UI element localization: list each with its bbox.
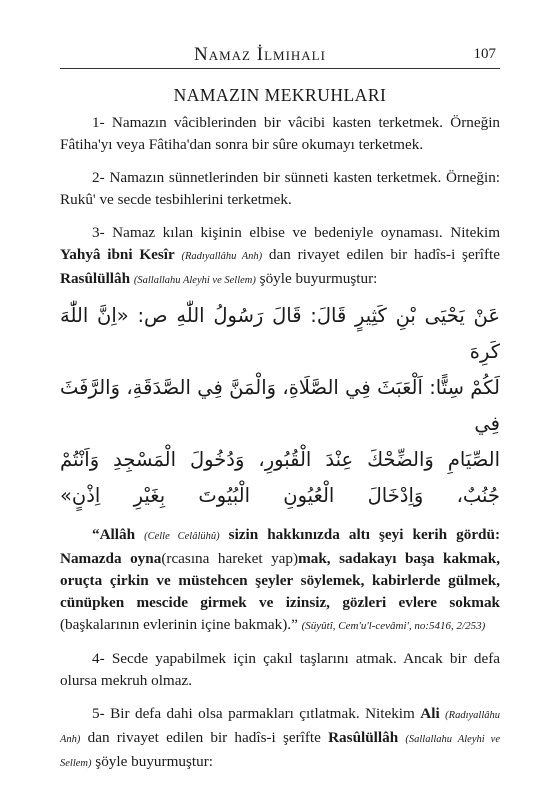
quote-allah: “Allâh bbox=[92, 526, 136, 543]
item-3-text-c: şöyle buyurmuştur: bbox=[259, 270, 378, 287]
page-number: 107 bbox=[473, 46, 496, 62]
prophet-name-2: Rasûlüllâh bbox=[328, 729, 399, 746]
item-3 bbox=[60, 222, 500, 292]
arabic-line-1: عَنْ يَحْيَى بْنِ كَثِيرٍ قَالَ: قَالَ رَسُولُ اللّٰهِ ص: «اِنَّ اللّٰهَ كَرِهَ bbox=[60, 304, 500, 363]
item-2-number: 2- bbox=[92, 169, 105, 186]
item-4-number: 4- bbox=[92, 650, 105, 667]
item-1-text: Namazın vâciblerinden bir vâcibi kasten terketmek. Örneğin Fâtiha'yı veya Fâtiha'dan sonra bir sûre okumayı terketmek. bbox=[60, 114, 501, 153]
quote-reference: (Süyûtî, Cem'u'l-cevâmi', no:5416, 2/253) bbox=[301, 620, 486, 632]
arabic-line-2: لَكُمْ سِتًّا: اَلْعَبَثَ فِي الصَّلَاةِ، وَالْمَنَّ فِي الصَّدَقَةِ، وَالرَّفَثَ فِي bbox=[60, 376, 500, 435]
arabic-line-3: الصِّيَامِ وَالضِّحْكَ عِنْدَ الْقُبُورِ، وَدُخُولَ الْمَسْجِدِ وَاَنْتُمْ bbox=[60, 448, 500, 471]
narrator-honorific: (Radıyallâhu Anh) bbox=[181, 251, 263, 262]
prophet-name: Rasûlüllâh bbox=[60, 270, 131, 287]
narrator-honorific-ali: (Radıyallâhu Anh) bbox=[60, 710, 500, 745]
prophet-honorific-2: (Sallallahu Aleyhi ve Sellem) bbox=[60, 734, 501, 769]
quote-normal-b: (başkalarının evlerinin içine bakmak).” bbox=[60, 616, 298, 633]
item-5-text-b: dan rivayet edilen bir hadîs-i şerîfte bbox=[87, 729, 321, 746]
item-2 bbox=[60, 167, 500, 211]
section-title: NAMAZIN MEKRUHLARI bbox=[173, 85, 387, 105]
item-4-text: Secde yapabilmek için çakıl taşlarını atmak. Ancak bir defa olursa mekruh olmaz. bbox=[60, 650, 500, 689]
item-5-number: 5- bbox=[92, 705, 105, 722]
quote-normal-a: (rcasına hareket yap) bbox=[161, 550, 299, 567]
item-1 bbox=[60, 112, 500, 156]
running-title: Namaz İlmihali bbox=[194, 44, 326, 65]
quote-bold-b: mak, sadakayı başa kakmak, oruçta çirkin ve müstehcen şeyler söylemek, kabirlerde gülmek, cünüpken mescide girmek ve izinsiz, gözleri evlere sokmak bbox=[60, 550, 500, 611]
page-header bbox=[60, 44, 500, 69]
narrator-name: Yahyâ ibni Kesîr bbox=[60, 246, 175, 263]
item-4 bbox=[60, 648, 500, 692]
quote-allah-honorific: (Celle Celâlühû) bbox=[144, 531, 220, 542]
narrator-name-ali: Ali bbox=[420, 705, 440, 722]
item-3-text-a: Namaz kılan kişinin elbise ve bedeniyle oynaması. Nitekim bbox=[112, 224, 501, 241]
item-5-text-a: Bir defa dahi olsa parmakları çıtlatmak. Nitekim bbox=[110, 705, 415, 722]
hadith-translation bbox=[60, 524, 500, 637]
quote-bold-a: sizin hakkınızda altı şeyi kerih gördü: Namazda oyna bbox=[60, 526, 501, 567]
item-3-number: 3- bbox=[92, 224, 105, 241]
item-5 bbox=[60, 703, 500, 775]
item-1-number: 1- bbox=[92, 114, 105, 131]
item-5-text-c: şöyle buyurmuştur: bbox=[95, 753, 213, 770]
prophet-honorific: (Sallallahu Aleyhi ve Sellem) bbox=[133, 275, 256, 286]
arabic-line-4: جُنُبٌ، وَاِدْخَالَ الْعُيُونِ الْبُيُوتَ بِغَيْرِ اِذْنٍ» bbox=[60, 484, 500, 507]
item-2-text: Namazın sünnetlerinden bir sünneti kasten terketmek. Örneğin: Rukû' ve secde tesbihlerini terketmek. bbox=[60, 169, 501, 208]
arabic-hadith bbox=[60, 298, 500, 514]
page-body bbox=[60, 84, 500, 786]
item-3-text-b: dan rivayet edilen bir hadîs-i şerîfte bbox=[268, 246, 500, 263]
